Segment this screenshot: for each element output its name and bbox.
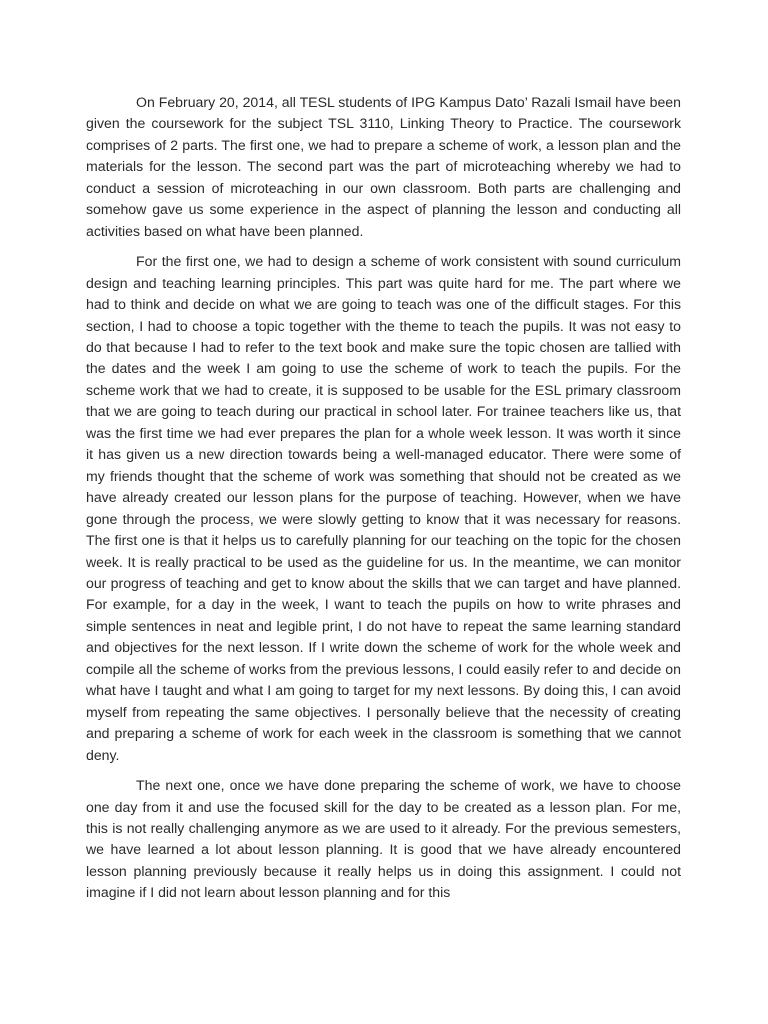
paragraph-3: The next one, once we have done preparing the scheme of work, we have to choose one day from it and use the focused skill for the day to be created as a lesson plan. For me, this is not really challenging anymore as we are used to it already. For the previous semesters, we have learned a lot about lesson planning. It is good that we have already encountered lesson planning previously because it really helps us in doing this assignment. I could not imagine if I did not learn about lesson planning and for this [86, 777, 681, 901]
document-body [86, 92, 681, 913]
paragraph-2: For the first one, we had to design a scheme of work consistent with sound curriculum design and teaching learning principles. This part was quite hard for me. The part where we had to think and decide on what we are going to teach was one of the difficult stages. For this section, I had to choose a topic together with the theme to teach the pupils. It was not easy to do that because I had to refer to the text book and make sure the topic chosen are tallied with the dates and the week I am going to use the scheme of work to teach the pupils. For the scheme work that we had to create, it is supposed to be usable for the ESL primary classroom that we are going to teach during our practical in school later. For trainee teachers like us, that was the first time we had ever prepares the plan for a whole week lesson. It was worth it since it has given us a new direction towards being a well-managed educator. There were some of my friends thought that the scheme of work was something that should not be created as we have already created our lesson plans for the purpose of teaching. However, when we have gone through the process, we were slowly getting to know that it was necessary for reasons. The first one is that it helps us to carefully planning for our teaching on the topic for the chosen week. It is really practical to be used as the guideline for us. In the meantime, we can monitor our progress of teaching and get to know about the skills that we can target and have planned. For example, for a day in the week, I want to teach the pupils on how to write phrases and simple sentences in neat and legible print, I do not have to repeat the same learning standard and objectives for the next lesson. If I write down the scheme of work for the whole week and compile all the scheme of works from the previous lessons, I could easily refer to and decide on what have I taught and what I am going to target for my next lessons. By doing this, I can avoid myself from repeating the same objectives. I personally believe that the necessity of creating and preparing a scheme of work for each week in the classroom is something that we cannot deny. [86, 253, 681, 763]
paragraph-1: On February 20, 2014, all TESL students of IPG Kampus Dato’ Razali Ismail have been given the coursework for the subject TSL 3110, Linking Theory to Practice. The coursework comprises of 2 parts. The first one, we had to prepare a scheme of work, a lesson plan and the materials for the lesson. The second part was the part of microteaching whereby we had to conduct a session of microteaching in our own classroom. Both parts are challenging and somehow gave us some experience in the aspect of planning the lesson and conducting all activities based on what have been planned. [86, 94, 681, 239]
